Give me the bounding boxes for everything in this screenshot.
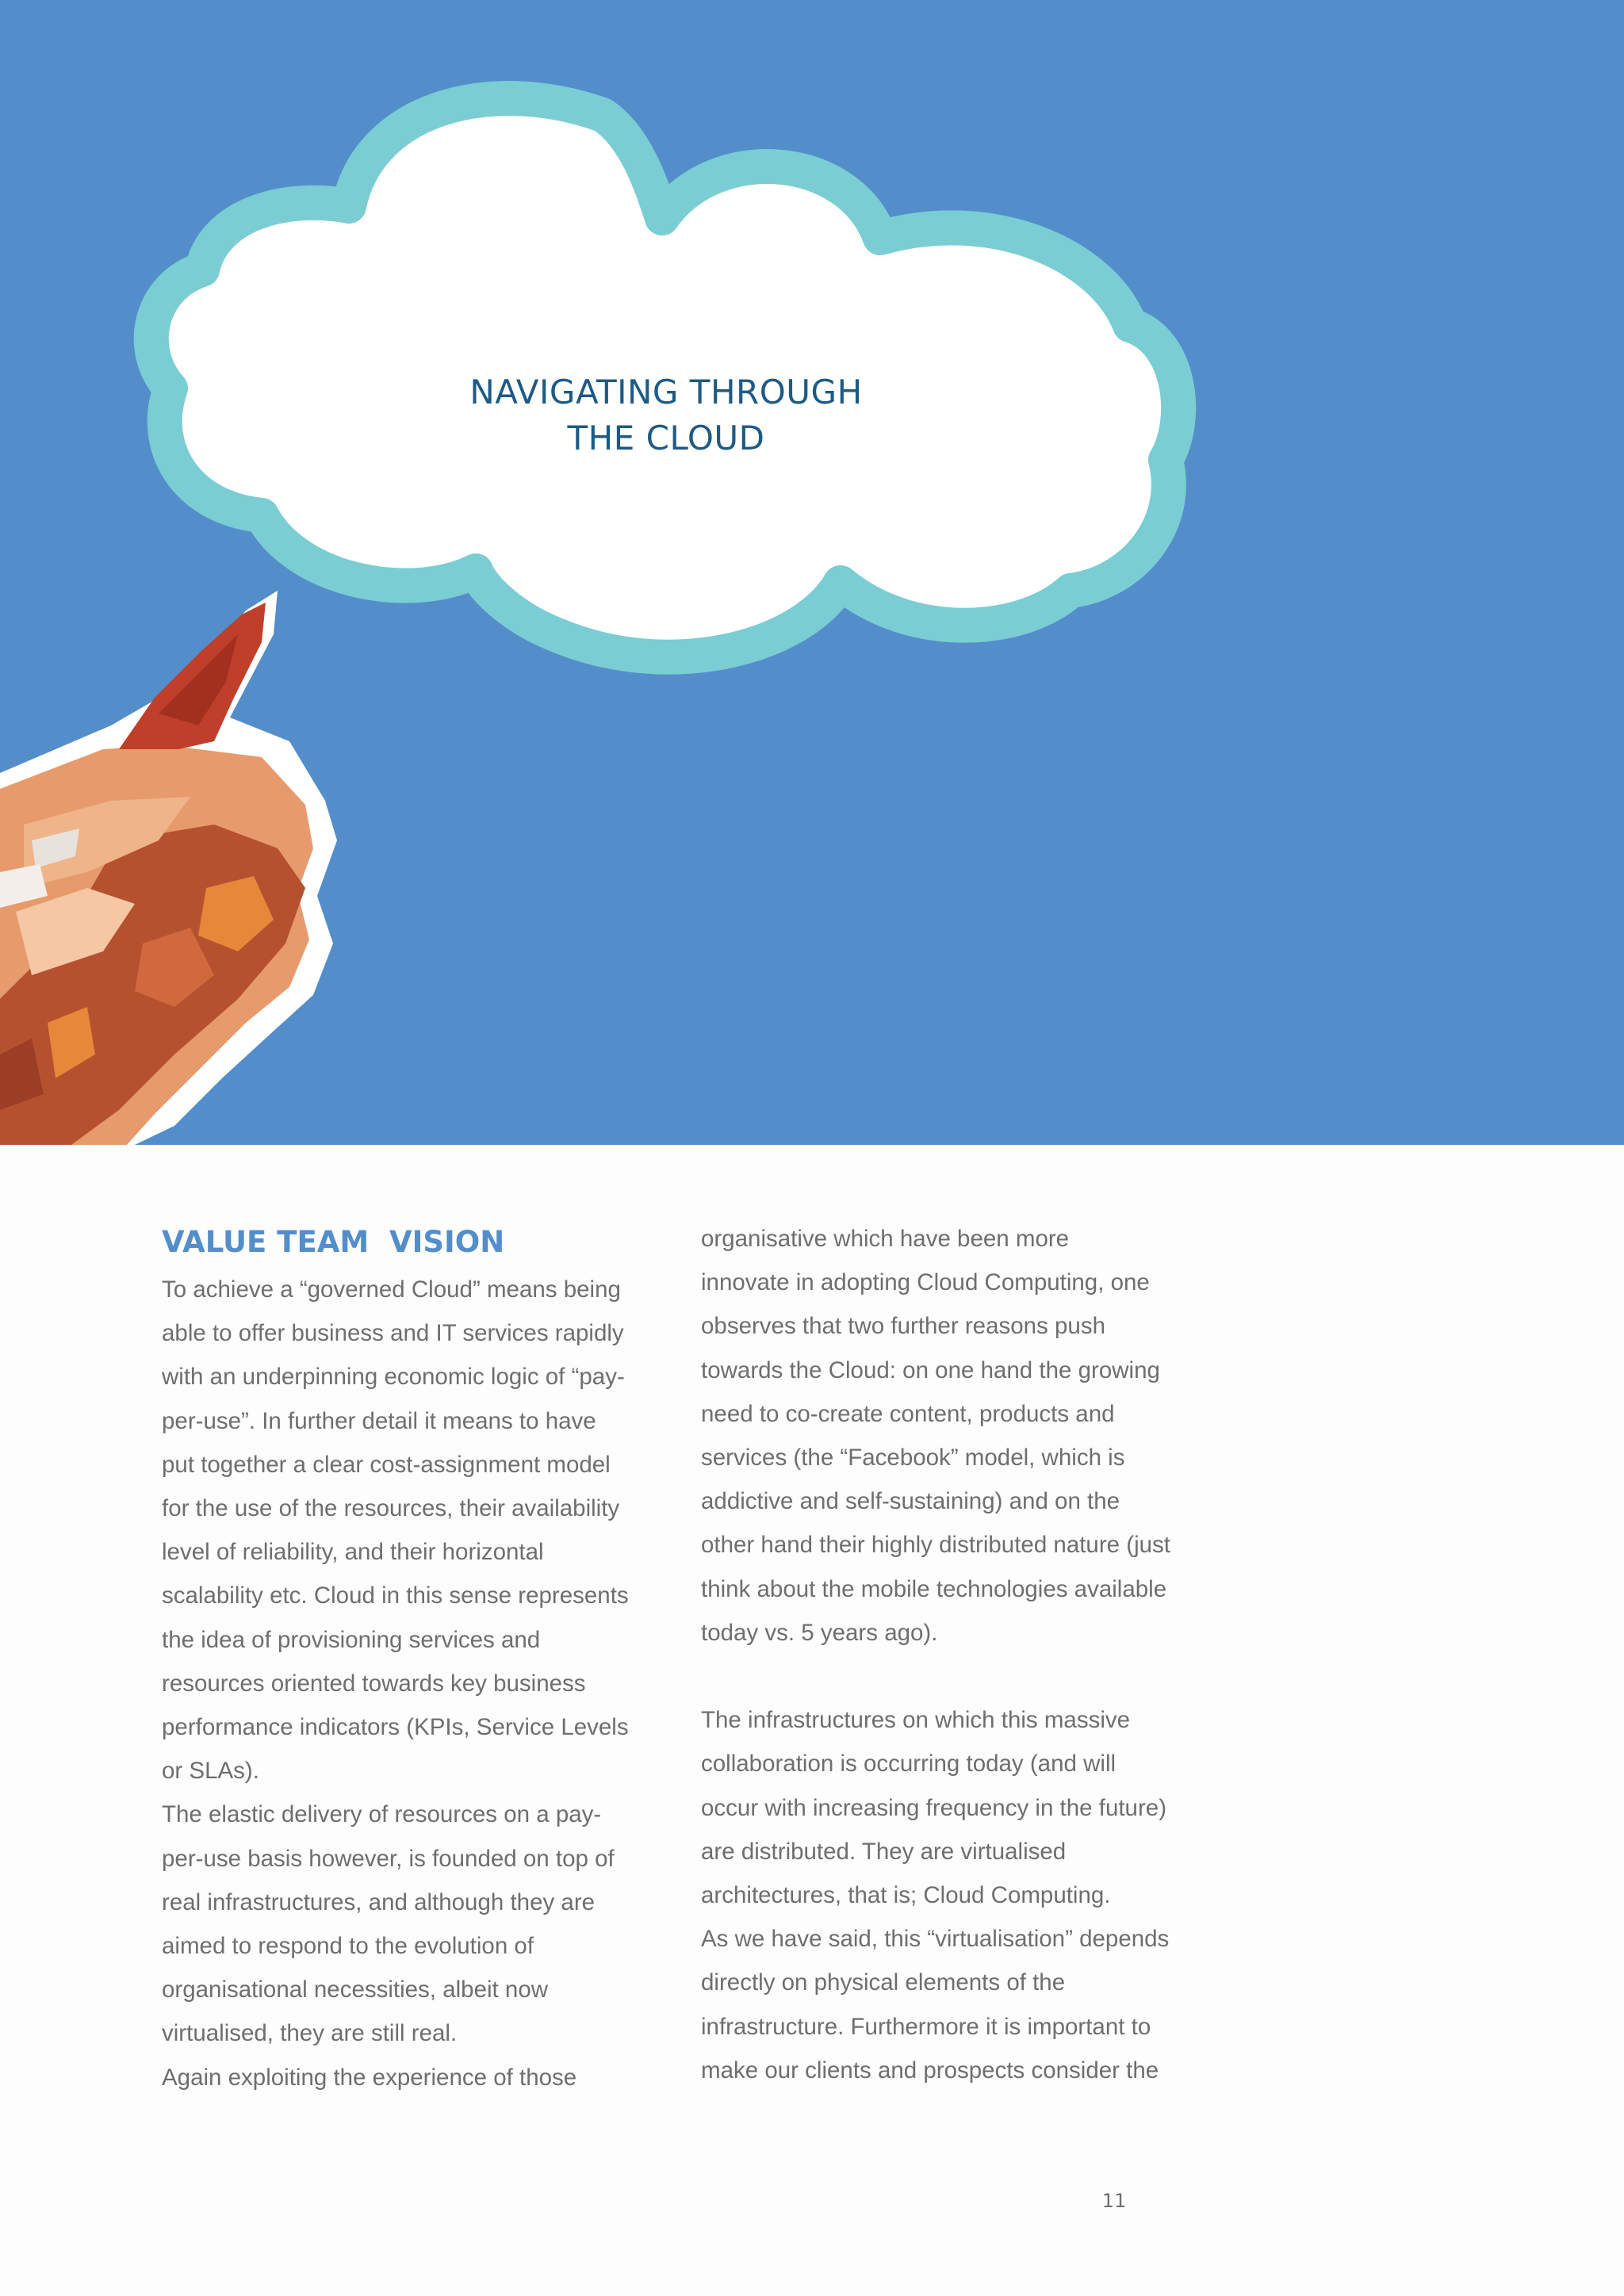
paragraph-gap — [701, 1655, 1208, 1698]
body-line: observes that two further reasons push — [701, 1313, 1105, 1340]
body-line: resources oriented towards key business — [162, 1670, 586, 1697]
body-line: today vs. 5 years ago). — [701, 1619, 938, 1646]
body-line: are distributed. They are virtualised — [701, 1838, 1067, 1865]
body-line: need to co-create content, products and — [701, 1400, 1115, 1427]
body-line: real infrastructures, and although they are — [162, 1888, 596, 1915]
body-line: occur with increasing frequency in the future) — [701, 1794, 1167, 1821]
body-line: per-use”. In further detail it means to have — [162, 1407, 596, 1434]
body-line: think about the mobile technologies available — [701, 1575, 1167, 1602]
cover-banner — [0, 0, 1624, 1145]
body-line: towards the Cloud: on one hand the growing — [701, 1357, 1160, 1383]
page-number: 11 — [1101, 2190, 1127, 2212]
banner-title-line: THE CLOUD — [567, 419, 765, 457]
banner-illustration — [0, 0, 1624, 1145]
body-line: directly on physical elements of the — [701, 1969, 1066, 1996]
body-line: architectures, that is; Cloud Computing. — [701, 1882, 1111, 1909]
body-line: organisational necessities, albeit now — [162, 1976, 549, 2003]
body-line: services (the “Facebook” model, which is — [701, 1445, 1125, 1471]
body-line: the idea of provisioning services and — [162, 1626, 541, 1653]
body-line: virtualised, they are still real. — [162, 2020, 458, 2047]
body-line: per-use basis however, is founded on top of — [162, 1845, 615, 1872]
body-line: make our clients and prospects consider the — [701, 2057, 1159, 2084]
left-column — [162, 1217, 669, 2099]
body-line: able to offer business and IT services rapidly — [162, 1320, 624, 1347]
body-line: As we have said, this “virtualisation” depends — [701, 1926, 1170, 1953]
body-line: collaboration is occurring today (and will — [701, 1751, 1116, 1777]
right-column — [701, 1217, 1208, 2092]
body-line: scalability etc. Cloud in this sense represents — [162, 1582, 629, 1609]
body-line: for the use of the resources, their availability — [162, 1495, 620, 1522]
body-line: Again exploiting the experience of those — [162, 2064, 577, 2091]
body-line: put together a clear cost-assignment model — [162, 1451, 611, 1478]
body-line: performance indicators (KPIs, Service Levels — [162, 1714, 629, 1741]
body-line: The infrastructures on which this massive — [701, 1707, 1131, 1734]
body-line: level of reliability, and their horizontal — [162, 1539, 544, 1566]
body-line: The elastic delivery of resources on a pay- — [162, 1801, 602, 1828]
pointing-hand-illustration — [0, 591, 337, 1145]
banner-title — [341, 369, 991, 461]
body-line: innovate in adopting Cloud Computing, one — [701, 1269, 1150, 1296]
body-line: infrastructure. Furthermore it is important to — [701, 2013, 1151, 2040]
body-line: with an underpinning economic logic of “pay- — [162, 1364, 625, 1391]
body-line: addictive and self-sustaining) and on the — [701, 1488, 1120, 1515]
body-line: To achieve a “governed Cloud” means being — [162, 1276, 621, 1303]
section-heading: VALUE TEAM VISION — [162, 1225, 505, 1259]
body-line: aimed to respond to the evolution of — [162, 1933, 534, 1960]
body-line: other hand their highly distributed nature (just — [701, 1532, 1170, 1559]
body-line: or SLAs). — [162, 1758, 259, 1785]
body-line: organisative which have been more — [701, 1226, 1070, 1252]
banner-title-line: NAVIGATING THROUGH — [469, 373, 863, 411]
